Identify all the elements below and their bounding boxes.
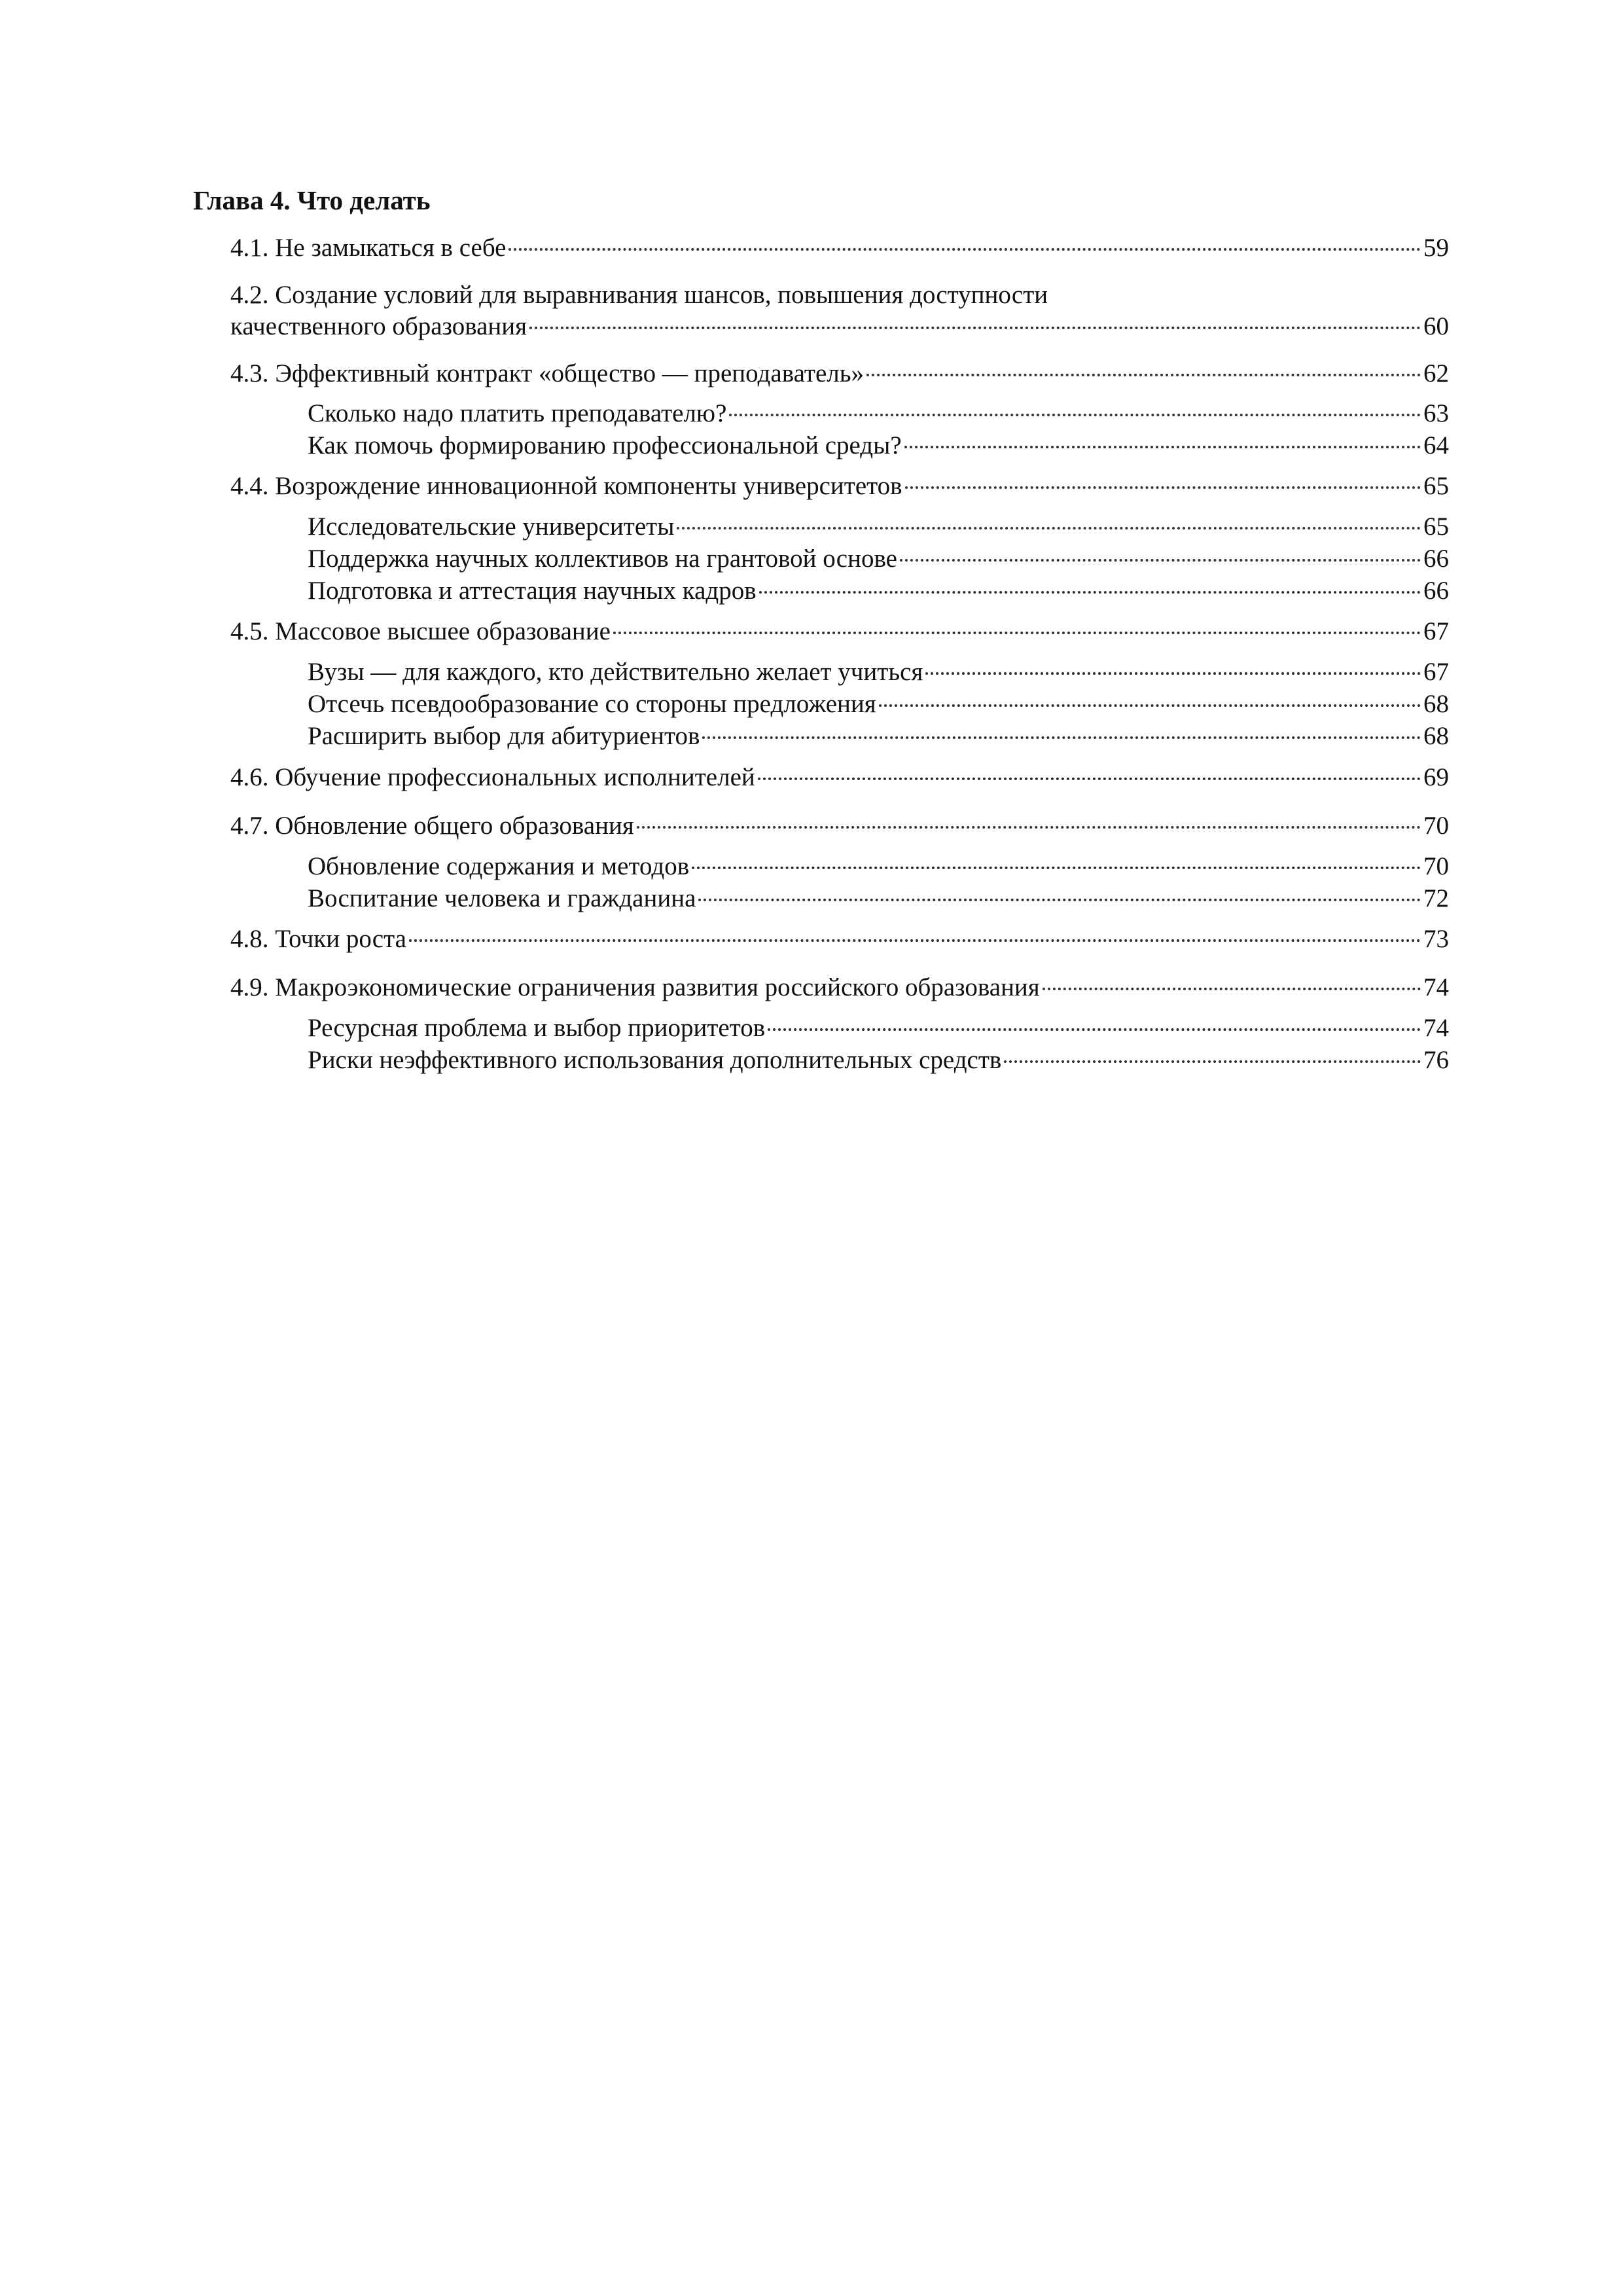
dot-leader <box>698 899 1421 901</box>
dot-leader <box>925 672 1421 675</box>
toc-subentry <box>308 1045 1449 1076</box>
toc-subentry <box>308 851 1449 882</box>
toc-entry-label: Обновление содержания и методов <box>308 852 690 880</box>
toc-subentry <box>308 656 1449 688</box>
toc-entry-label: 4.6. Обучение профессиональных исполнителей <box>230 763 755 791</box>
toc-entry <box>230 616 1449 647</box>
toc-subentry <box>308 511 1449 543</box>
toc-entry-label: Подготовка и аттестация научных кадров <box>308 577 757 605</box>
toc-subentry <box>308 575 1449 607</box>
toc-entry <box>230 279 1449 311</box>
toc-entry-label: качественного образования <box>230 312 527 340</box>
dot-leader <box>729 414 1421 416</box>
dot-leader <box>758 778 1421 780</box>
toc-entry <box>230 762 1449 793</box>
toc-subentry <box>308 721 1449 752</box>
toc-entry <box>230 311 1449 342</box>
toc-entry-label: Вузы — для каждого, кто действительно желает учиться <box>308 658 923 686</box>
toc-subentry <box>308 1013 1449 1044</box>
toc-entry <box>230 810 1449 842</box>
toc-page-number: 70 <box>1423 852 1449 880</box>
toc-page-number: 66 <box>1423 577 1449 605</box>
toc-entry <box>230 358 1449 389</box>
toc-subentry <box>308 398 1449 429</box>
toc-entry-label: Риски неэффективного использования дополнительных средств <box>308 1046 1002 1074</box>
toc-entry-label: Воспитание человека и гражданина <box>308 884 696 912</box>
toc-entry-label: 4.1. Не замыкаться в себе <box>230 234 507 262</box>
toc-entry-label: 4.5. Массовое высшее образование <box>230 617 611 645</box>
dot-leader <box>637 826 1421 829</box>
toc-page-number: 67 <box>1423 658 1449 686</box>
dot-leader <box>900 559 1421 562</box>
dot-leader <box>508 248 1421 251</box>
toc-entry-label: Сколько надо платить преподавателю? <box>308 399 727 427</box>
toc-page-number: 65 <box>1423 472 1449 500</box>
dot-leader <box>879 704 1421 707</box>
toc-page-number: 66 <box>1423 545 1449 573</box>
toc-page-number: 60 <box>1423 312 1449 340</box>
toc-page-number: 74 <box>1423 1014 1449 1042</box>
toc-page-number: 64 <box>1423 431 1449 459</box>
toc-page-number: 72 <box>1423 884 1449 912</box>
dot-leader <box>529 327 1421 329</box>
dot-leader <box>613 632 1421 634</box>
dot-leader <box>409 939 1421 942</box>
toc-page-number: 70 <box>1423 812 1449 840</box>
toc-entry <box>230 924 1449 955</box>
toc-page-number: 68 <box>1423 690 1449 718</box>
dot-leader <box>692 867 1421 869</box>
dot-leader <box>702 736 1421 739</box>
toc-entry-label: Расширить выбор для абитуриентов <box>308 722 700 750</box>
toc-page-number: 74 <box>1423 973 1449 1001</box>
toc-page-number: 73 <box>1423 925 1449 953</box>
toc-entry <box>230 972 1449 1003</box>
toc-page-number: 69 <box>1423 763 1449 791</box>
toc-page-number: 67 <box>1423 617 1449 645</box>
toc-page-number: 65 <box>1423 512 1449 541</box>
toc-entry-label: 4.9. Макроэкономические ограничения развития российского образования <box>230 973 1040 1001</box>
toc-subentry <box>308 689 1449 720</box>
toc-subentry <box>308 883 1449 914</box>
toc-entry-label: Ресурсная проблема и выбор приоритетов <box>308 1014 766 1042</box>
toc-entry-label: Отсечь псевдообразование со стороны предложения <box>308 690 876 718</box>
toc-entry-label: 4.2. Создание условий для выравнивания шансов, повышения доступности <box>230 281 1048 309</box>
dot-leader <box>768 1028 1421 1031</box>
toc-page-number: 59 <box>1423 234 1449 262</box>
chapter-title: Глава 4. Что делать <box>193 185 431 215</box>
dot-leader <box>904 446 1421 448</box>
dot-leader <box>677 527 1421 529</box>
dot-leader <box>1043 988 1421 990</box>
toc-page-number: 68 <box>1423 722 1449 750</box>
dot-leader <box>905 486 1421 489</box>
toc-entry-label: 4.7. Обновление общего образования <box>230 812 634 840</box>
toc-page-number: 76 <box>1423 1046 1449 1074</box>
dot-leader <box>759 591 1421 594</box>
toc-entry-label: Исследовательские университеты <box>308 512 675 541</box>
toc-entry-label: 4.4. Возрождение инновационной компоненты университетов <box>230 472 902 500</box>
toc-entry-label: 4.3. Эффективный контракт «общество — преподаватель» <box>230 359 865 387</box>
toc-entry <box>230 232 1449 264</box>
toc-entry <box>230 471 1449 502</box>
toc-entry-label: Поддержка научных коллективов на грантовой основе <box>308 545 897 573</box>
toc-entry-label: 4.8. Точки роста <box>230 925 406 953</box>
toc-page-number: 62 <box>1423 359 1449 387</box>
toc-subentry <box>308 543 1449 575</box>
dot-leader <box>1004 1060 1421 1063</box>
dot-leader <box>866 374 1421 376</box>
toc-entry-label: Как помочь формированию профессиональной среды? <box>308 431 902 459</box>
toc-page-number: 63 <box>1423 399 1449 427</box>
toc-subentry <box>308 430 1449 461</box>
